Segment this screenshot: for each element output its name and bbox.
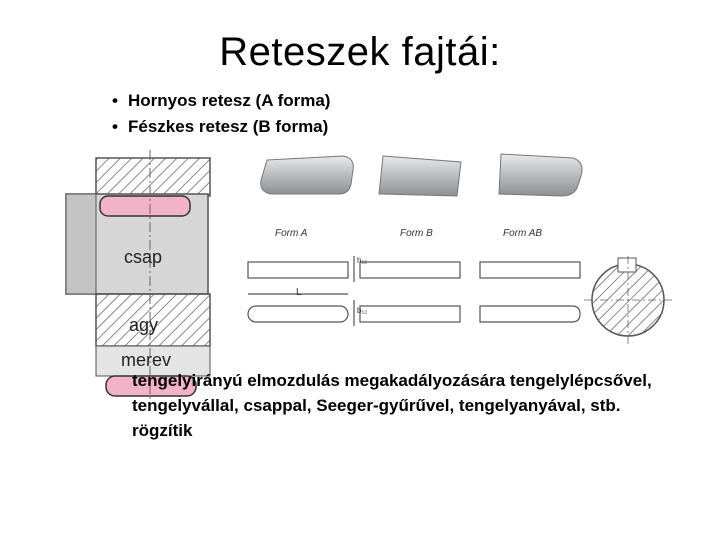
bullet-icon: • bbox=[112, 117, 118, 136]
keyway bbox=[618, 258, 636, 272]
form-ab-side-view bbox=[480, 262, 580, 278]
form-ab-top-view bbox=[480, 306, 580, 322]
height-label-lower: b₁₂ bbox=[357, 306, 368, 315]
bullet-text: Fészkes retesz (B forma) bbox=[128, 117, 329, 136]
form-ab-label: Form AB bbox=[503, 228, 543, 239]
key-photo-form-ab bbox=[499, 154, 582, 196]
form-a-side-view bbox=[248, 262, 348, 278]
length-label: L bbox=[296, 287, 302, 298]
hub-label: agy bbox=[129, 315, 159, 335]
key-photos bbox=[255, 148, 590, 208]
key-photo-form-b bbox=[379, 156, 461, 196]
form-b-top-view bbox=[360, 306, 460, 322]
key-top bbox=[100, 196, 190, 216]
pin-label: csap bbox=[124, 247, 163, 267]
form-a-top-view bbox=[248, 306, 348, 322]
bullet-text: Hornyos retesz (A forma) bbox=[128, 91, 331, 110]
bullet-item bbox=[112, 116, 330, 142]
rigid-label: merev bbox=[121, 350, 172, 370]
form-b-side-view bbox=[360, 262, 460, 278]
shaft-end bbox=[66, 194, 96, 294]
key-technical-drawings bbox=[240, 248, 680, 358]
hub-upper-section bbox=[96, 158, 210, 196]
slide-title: Reteszek fajtái: bbox=[219, 30, 501, 74]
description-paragraph: tengelyirányú elmozdulás megakadályozására tengelylépcsővel, tengelyvállal, csappal, Seeger-gyűrűvel, tengelyanyával, stb. rögzítik bbox=[132, 371, 652, 440]
bullet-icon: • bbox=[112, 91, 118, 110]
bullet-list bbox=[112, 90, 330, 142]
bullet-item bbox=[112, 90, 330, 116]
height-label-upper: h₁₂ bbox=[357, 256, 368, 265]
form-a-label: Form A bbox=[275, 228, 308, 239]
form-b-label: Form B bbox=[400, 228, 433, 239]
key-photo-form-a bbox=[261, 156, 354, 194]
